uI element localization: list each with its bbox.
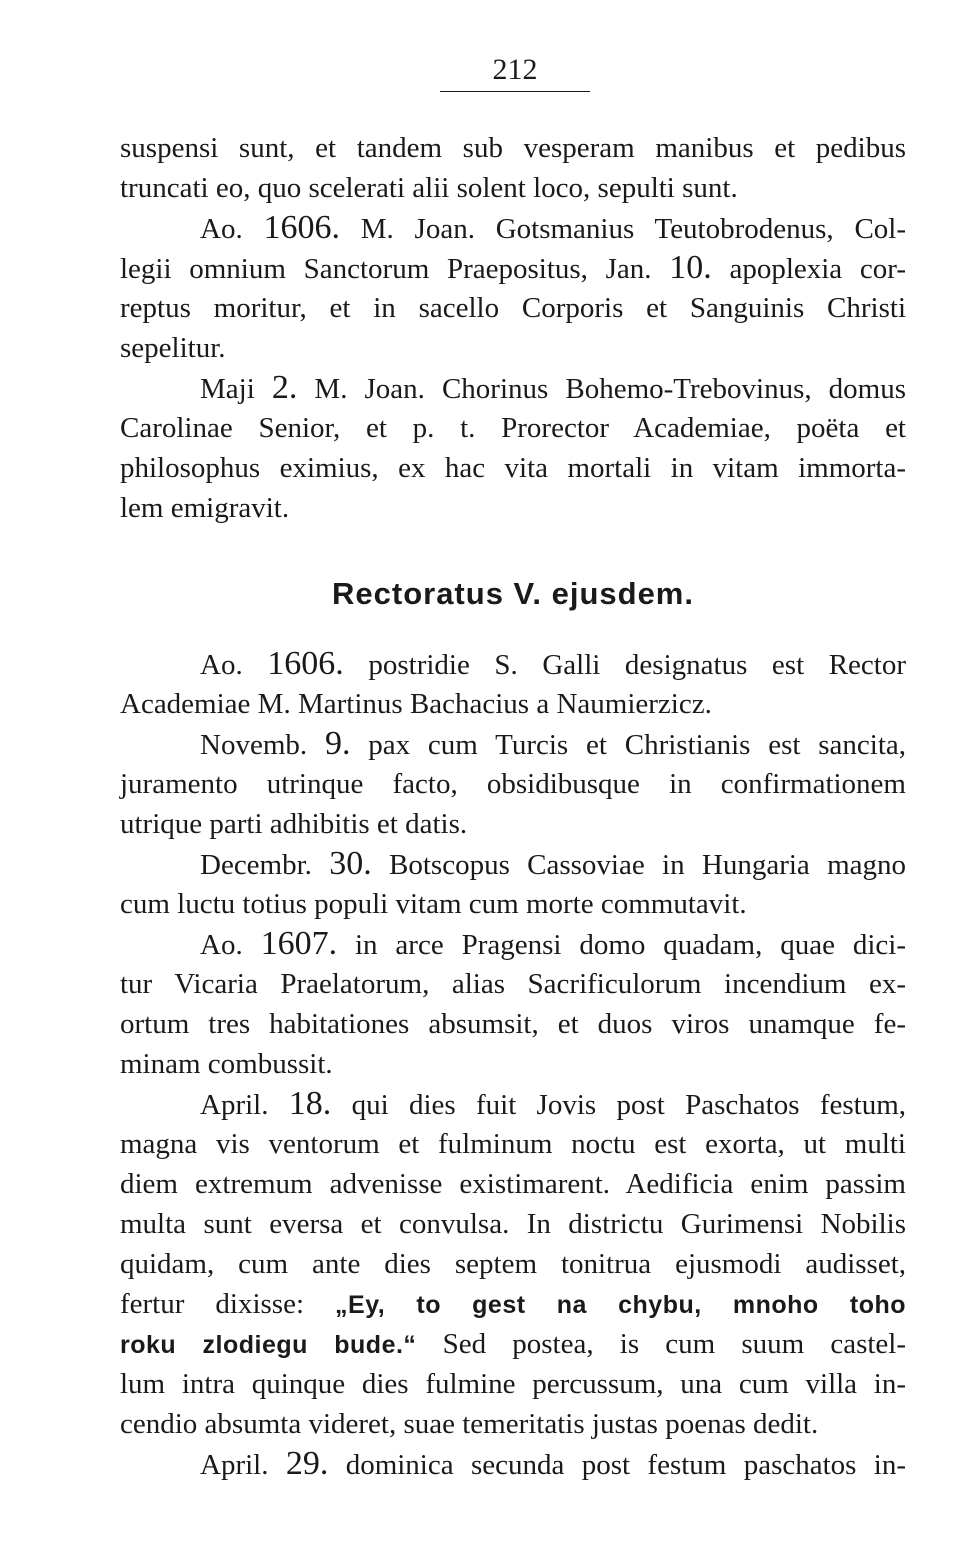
text-line: Academiae M. Martinus Bachacius a Naumierzicz. (120, 688, 712, 720)
text-line (120, 1284, 906, 1324)
text-line (200, 368, 906, 408)
text-line: reptus moritur, et in sacello Corporis et Sanguinis Christi (120, 292, 906, 324)
text-line: magna vis ventorum et fulminum noctu est exorta, ut multi (120, 1128, 906, 1160)
section-heading: Rectoratus V. ejusdem. (332, 576, 694, 611)
entry-text: Botscopus Cassoviae in Hungaria magno (389, 849, 906, 881)
entry-day: 30. (329, 845, 372, 882)
entry-text: Sed postea, is cum suum castel- (442, 1328, 907, 1360)
entry-text: apoplexia cor- (729, 253, 906, 285)
text-line: sepelitur. (120, 332, 226, 364)
text-line (200, 924, 906, 964)
text-line (120, 248, 906, 288)
entry-text: M. Joan. Chorinus Bohemo-Trebovinus, domus (314, 373, 907, 405)
text-line: diem extremum advenisse existimarent. Aedificia enim passim (120, 1168, 906, 1200)
entry-day: 29. (285, 1445, 329, 1482)
entry-text: M. Joan. Gotsmanius Teutobrodenus, Col- (360, 213, 907, 245)
text-line: lum intra quinque dies fulmine percussum, una cum villa in- (120, 1368, 906, 1400)
text-line: suspensi sunt, et tandem sub vesperam manibus et pedibus (120, 132, 906, 164)
entry-text: legii omnium Sanctorum Praepositus, Jan. (120, 253, 652, 285)
text-line: juramento utrinque facto, obsidibusque in confirmationem (120, 768, 906, 800)
entry-day: 2. (271, 369, 298, 406)
text-line: minam combussit. (120, 1048, 333, 1080)
czech-quote: roku zlodiegu bude.“ (120, 1331, 417, 1359)
text-line: utrique parti adhibitis et datis. (120, 808, 468, 840)
text-line: lem emigravit. (120, 492, 290, 524)
text-line: truncati eo, quo scelerati alii solent loco, sepulti sunt. (120, 172, 738, 204)
text-line (200, 644, 906, 684)
entry-label: Decembr. (200, 849, 312, 881)
entry-day: 9. (324, 725, 351, 762)
entry-label: Ao. (200, 649, 243, 681)
text-line: quidam, cum ante dies septem tonitrua ejusmodi audisset, (120, 1248, 906, 1280)
entry-label: April. (200, 1449, 269, 1481)
text-line: cendio absumta videret, suae temeritatis justas poenas dedit. (120, 1408, 819, 1440)
entry-text: qui dies fuit Jovis post Paschatos festum, (351, 1089, 906, 1121)
entry-label: Ao. (200, 213, 243, 245)
text-line: Carolinae Senior, et p. t. Prorector Academiae, poëta et (120, 412, 906, 444)
page-number-rule (440, 91, 590, 92)
text-line (200, 724, 906, 764)
text-line (120, 1324, 906, 1364)
entry-text: in arce Pragensi domo quadam, quae dici- (354, 929, 906, 961)
entry-year: 1606. (267, 645, 344, 682)
text-line: multa sunt eversa et convulsa. In districtu Gurimensi Nobilis (120, 1208, 906, 1240)
entry-label: April. (200, 1089, 269, 1121)
text-line (200, 844, 906, 884)
text-line: cum luctu totius populi vitam cum morte commutavit. (120, 888, 747, 920)
entry-day: 18. (288, 1085, 332, 1122)
entry-label: Novemb. (200, 729, 308, 761)
entry-year: 1606. (263, 209, 340, 246)
page-number: 212 (492, 53, 538, 86)
entry-text: fertur dixisse: (120, 1288, 305, 1320)
entry-day: 10. (669, 249, 712, 286)
text-line (200, 1444, 906, 1484)
entry-text: pax cum Turcis et Christianis est sancita, (368, 729, 907, 761)
entry-label: Maji (200, 373, 255, 405)
text-line (200, 1084, 906, 1124)
text-line: philosophus eximius, ex hac vita mortali in vitam immorta- (120, 452, 906, 484)
entry-text: dominica secunda post festum paschatos in- (345, 1449, 907, 1481)
text-line (200, 208, 906, 248)
entry-label: Ao. (200, 929, 243, 961)
text-line: ortum tres habitationes absumsit, et duos viros unamque fe- (120, 1008, 906, 1040)
czech-quote: „Ey, to gest na chybu, mnoho toho (335, 1291, 907, 1319)
text-line: tur Vicaria Praelatorum, alias Sacrificulorum incendium ex- (120, 968, 906, 1000)
entry-text: postridie S. Galli designatus est Rector (368, 649, 907, 681)
entry-year: 1607. (260, 925, 338, 962)
